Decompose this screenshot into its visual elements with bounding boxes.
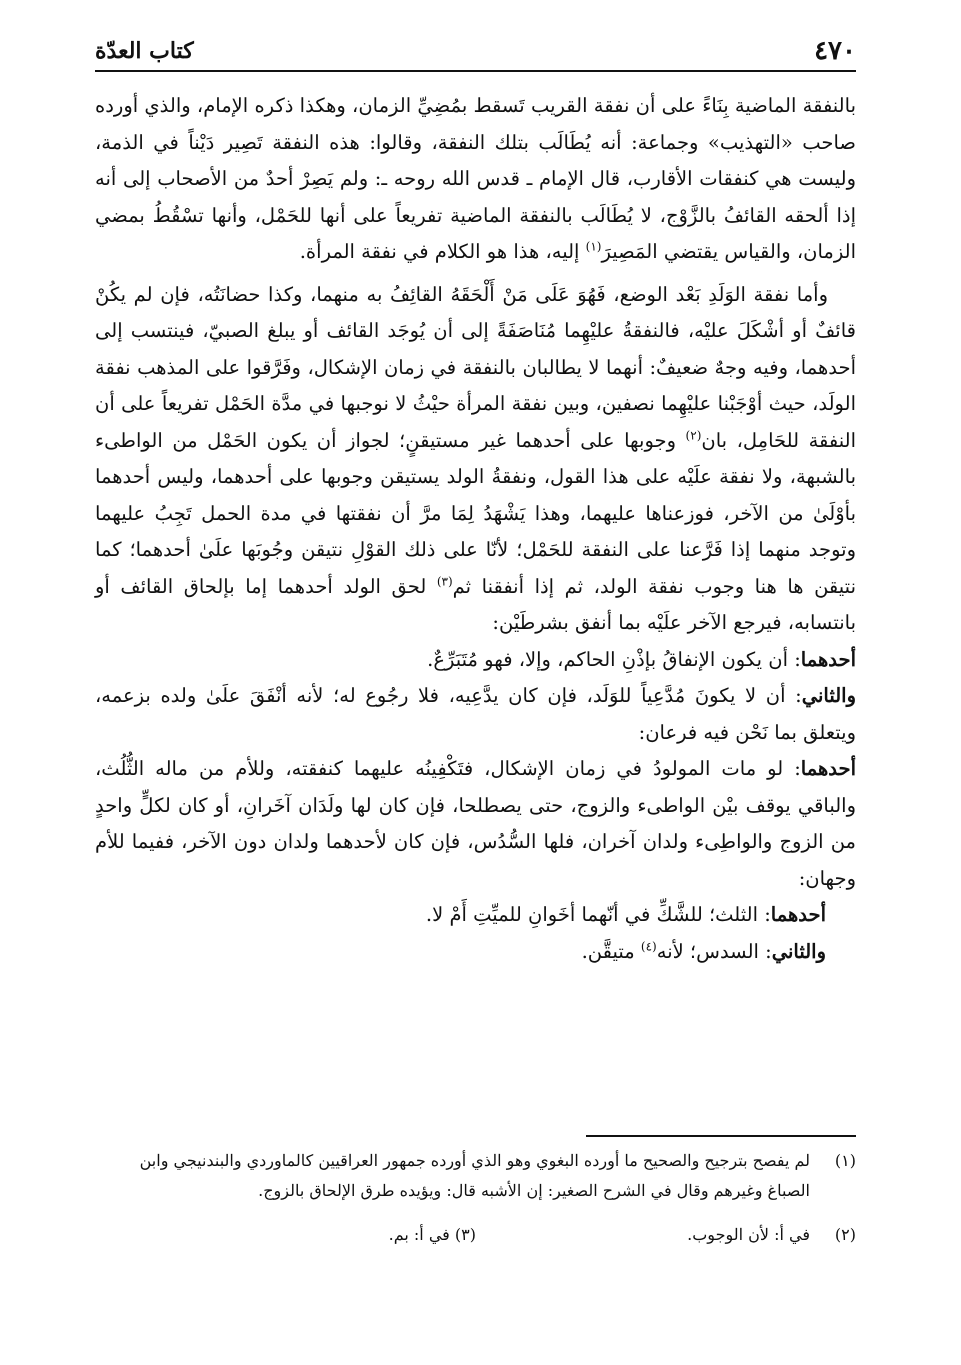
condition-2-text: : أن لا يكونَ مُدَّعِياً للوَلَد، فإن كان يدَّعِيه، فلا رجُوع له؛ لأنه أنْفَقَ علَىٰ ولده بزعمه، ويتعلق بما نَحْن فيه فرعان:: [95, 684, 856, 744]
view-2: [95, 934, 856, 971]
view-2-text: : السدس؛ لأنه: [656, 939, 772, 963]
branch-1: [95, 751, 856, 897]
footnote-1: [95, 1146, 856, 1206]
footnote-3: [389, 1220, 476, 1250]
main-text: [95, 88, 856, 970]
paragraph-2: [95, 277, 856, 642]
condition-1-term: أحدهما: [800, 647, 856, 671]
paragraph-1: [95, 88, 856, 271]
footnote-1-number: (١): [834, 1151, 856, 1170]
branch-1-term: أحدهما: [800, 757, 856, 780]
view-2-term: والثاني: [771, 939, 826, 963]
paragraph-2-end: لحق الولد أحدهما إما بإلحاق القائف أو بانتسابه، فيرجع الآخر علَيْه بما أنفق بشرطَيْن:: [95, 574, 856, 634]
page-number: ٤٧٠: [814, 36, 856, 66]
footnote-ref-1: (١): [585, 239, 602, 254]
branch-1-text: : لو مات المولودُ في زمان الإشكال، فتَكْفِينُه عليهما كنفقته، وللأم من ماله الثُّلُث، والباقي يوقف بيْن الواطىء والزوج، حتى يصطلحا، فإن كان لها ولَدَان آخَرانِ، أو كان لكلٍّ واحدٍ من الزوج والواطِىء ولدان آخران، فلها السُّدُس، فإن كان لأحدهما ولدان دون الآخر، ففيما للأم وجهان:: [95, 757, 856, 890]
footnote-2-number: (٢): [834, 1225, 856, 1244]
footnote-ref-2: (٢): [685, 428, 702, 442]
paragraph-1-text: بالنفقة الماضية بِنَاءً على أن نفقة القريب تَسقط بمُضِيِّ الزمان، وهكذا ذكره الإمام، والذي أورده صاحب «التهذيب» وجماعة: أنه يُطَالَب بتلك النفقة، وقالوا: هذه النفقة تَصِير دَيْناً في الذمة، وليست هي كنفقات الأقارب، قال الإمام ـ قدس الله روحه ـ: ولم يَصِرْ أحدٌ من الأصحاب إلى أنه إذا ألحقه القائفُ بالزَّوْج، لا يُطَالَب بالنفقة الماضية تفريعاً على أنها للحَمْل، وأنها تسْقُطُ بمضي الزمان، والقياس يقتضي المَصِيرَ: [95, 94, 856, 263]
condition-2-term: والثاني: [801, 684, 856, 707]
footnote-row-2: [95, 1220, 856, 1250]
condition-1-text: : أن يكون الإنفاقُ بإذْنِ الحاكم، وإلا، فهو مُتَبَرِّعٌ.: [427, 647, 801, 671]
footnote-1-text: لم يفصح بترجيح والصحيح ما أورده البغوي وهو الذي أورده جمهور العراقيين كالماوردي والبندنيجي وابن الصباغ وغيرهم وقال في الشرح الصغير: إن الأشبه قال: ويؤيده طرق الإلحاق بالزوج.: [139, 1151, 810, 1200]
footnotes: [95, 1146, 856, 1250]
footnote-ref-3: (٣): [436, 574, 453, 588]
footnote-3-text: في أ: بم.: [388, 1225, 450, 1244]
footnote-ref-4: (٤): [640, 939, 657, 953]
paragraph-2-text: وأما نفقة الوَلَدِ بَعْد الوضع، فَهُوَ عَلَى مَنْ أَلْحَقَهُ القائِفُ به منهما، وكذا حضانَتُه، فإن لم يكُنْ قائفٌ أو أشْكَلَ عليْه، فالنفقةُ عليْهِما مُنَاصَفَةً إلى أن يُوجَد القائف أو يبلغ الصبيّ، فينتسب إلى أحدهما، وفيه وجهٌ ضعيفٌ: أنهما لا يطالبان بالنفقة في زمان الإشكال، وفَرَّقوا على المذهب نفقة الولَد، حيث أوْجَبْنا عليْهِما نصفين، وبين نفقة المرأة حيْثُ لا نوجبها في مدَّة الحَمْل تفريعاً على أن النفقة للحَامِل، بان: [95, 282, 856, 452]
view-1: [95, 897, 856, 934]
view-2-end: متيقَّن.: [581, 939, 641, 963]
condition-1: [95, 642, 856, 679]
paragraph-2-middle: وجوبها على أحدهما غير مستيقنٍ؛ لجواز أن يكون الحَمْل من الواطىء بالشبهة، ولا نفقة علَيْه على هذا القول، ونفقةُ الولد يستيقن وجوبها على أحدهما، وليس أحدهما بأوْلَىٰ من الآخر، فوزعناها عليهما، وهذا يَشْهَدُ لِمَا مرَّ أن نفقتها في مدة الحمل تَجِبُ عليهما وتوجد منهما إذا فَرَّعنا على النفقة للحَمْل؛ لأنّا على ذلك القوْلِ نتيقن وجُوبَها علَىٰ أحدهما؛ كما نتيقن ها هنا وجوب نفقة الولد، ثم إذا أنفقنا ثم: [95, 428, 856, 598]
running-header: [95, 32, 856, 72]
paragraph-1-end: إليه، هذا هو الكلام في نفقة المرأة.: [299, 240, 586, 263]
footnote-2-text: في أ: لأن الوجوب.: [687, 1225, 810, 1244]
footnote-3-number: (٣): [454, 1225, 476, 1244]
condition-2: [95, 678, 856, 751]
view-1-term: أحدهما: [770, 903, 826, 926]
book-title: كتاب العدّة: [95, 38, 194, 64]
view-1-text: : الثلث؛ للشَّكِّ في أنّهما أخَوانِ للميِّتِ أَمْ لا.: [425, 903, 771, 926]
footnote-divider: [586, 1135, 856, 1137]
